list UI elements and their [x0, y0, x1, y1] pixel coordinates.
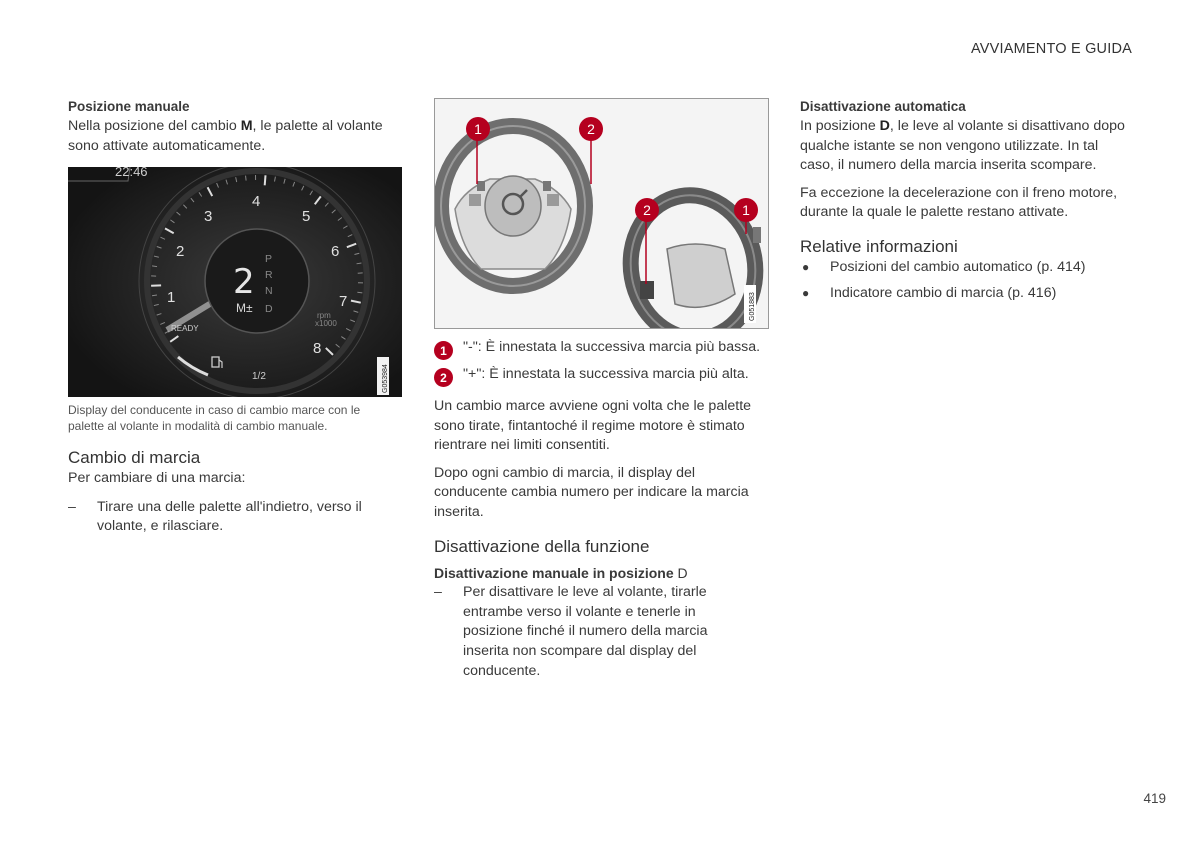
driver-display-figure	[68, 167, 402, 397]
column-1	[68, 97, 403, 156]
tick-label-5: 5	[302, 208, 311, 225]
tick-label-7: 7	[339, 293, 348, 310]
marker-1: 1	[434, 341, 453, 360]
related-link-2[interactable]: Indicatore cambio di marcia (p. 416)	[830, 284, 1057, 301]
related-item[interactable]	[800, 258, 1125, 278]
svg-text:2: 2	[587, 121, 595, 137]
svg-text:2: 2	[643, 202, 651, 218]
display-paragraph: Dopo ogni cambio di marcia, il display del conducente cambia numero per indicare la marcia inserita.	[434, 464, 749, 520]
fuel-half: 1/2	[252, 371, 266, 382]
deactivation-step: Per disattivare le leve al volante, tirarle entrambe verso il volante e tenerle in posizione finché il numero della marcia inserita non scompare dal display del conducente.	[463, 584, 708, 679]
bullet-marker: ●	[802, 285, 810, 300]
prnd-p: P	[265, 253, 273, 265]
shift-step: Tirare una delle palette all'indietro, verso il volante, e rilasciare.	[97, 498, 362, 535]
manual-text: Nella posizione del cambio M, le palette al volante sono attivate automaticamente.	[68, 118, 383, 154]
driver-display-gauge	[68, 167, 402, 397]
svg-text:1: 1	[474, 121, 482, 137]
callout-1-side	[734, 198, 758, 222]
clock-text: 22:46	[115, 167, 148, 179]
steering-wheel-figure	[434, 98, 769, 329]
steering-wheel-illustration	[435, 99, 768, 328]
tick-label-1: 1	[167, 289, 176, 306]
column-2	[434, 338, 769, 681]
related-heading: Relative informazioni	[800, 236, 958, 256]
dash-marker: –	[434, 584, 442, 601]
related-link-1[interactable]: Posizioni del cambio automatico (p. 414)	[830, 258, 1086, 275]
gear-number: 2	[233, 262, 255, 302]
callout-1-front	[466, 117, 490, 141]
shift-intro: Per cambiare di una marcia:	[68, 470, 246, 486]
wheel-image-code: G051883	[749, 292, 756, 321]
callout-2-front	[579, 117, 603, 141]
manual-heading: Posizione manuale	[68, 99, 190, 114]
rpm-multiplier: x1000	[315, 319, 337, 328]
marker-2: 2	[434, 368, 453, 387]
legend-text-minus: "-": È innestata la successiva marcia più bassa.	[463, 339, 761, 355]
bullet-marker: ●	[802, 259, 810, 274]
section-header: AVVIAMENTO E GUIDA	[971, 41, 1132, 57]
legend-item-plus	[434, 365, 769, 387]
deactivation-step-item	[434, 583, 769, 681]
gauge-tick	[265, 175, 266, 185]
legend-item-minus	[434, 338, 769, 360]
gauge-tick	[246, 176, 247, 181]
prnd-r: R	[265, 269, 273, 281]
tick-label-4: 4	[252, 193, 261, 210]
rpm-unit: rpm	[317, 311, 331, 320]
gear-mode: M±	[236, 301, 253, 315]
tick-label-6: 6	[331, 243, 340, 260]
ready-label: READY	[171, 324, 199, 333]
engine-brake-paragraph: Fa eccezione la decelerazione con il freno motore, durante la quale le palette restano attivate.	[800, 184, 1118, 221]
page-number: 419	[1143, 791, 1166, 806]
legend-text-plus: "+": È innestata la successiva marcia più alta.	[463, 366, 749, 382]
shift-step-item	[68, 498, 398, 537]
prnd-n: N	[265, 285, 273, 297]
gauge-tick	[152, 266, 157, 267]
manual-deactivation-subheading: Disattivazione manuale in posizione D	[434, 564, 688, 581]
gauge-tick	[152, 295, 157, 296]
svg-text:1: 1	[742, 202, 750, 218]
tick-label-3: 3	[204, 208, 213, 225]
prnd-d: D	[265, 303, 273, 315]
column-3	[800, 97, 1125, 303]
dash-marker: –	[68, 498, 76, 515]
figure-caption: Display del conducente in caso di cambio marce con le palette al volante in modalità di cambio manuale.	[68, 403, 361, 433]
shift-paragraph: Un cambio marce avviene ogni volta che le palette sono tirate, fintantoché il regime motore è stimato rientrare nei limiti consentiti.	[434, 398, 752, 454]
tick-label-2: 2	[176, 243, 185, 260]
auto-deactivation-heading: Disattivazione automatica	[800, 99, 966, 114]
display-image-code: G053984	[382, 364, 389, 393]
related-item[interactable]	[800, 284, 1125, 304]
tick-label-8: 8	[313, 340, 322, 357]
shift-heading: Cambio di marcia	[68, 448, 201, 467]
deactivation-heading: Disattivazione della funzione	[434, 536, 650, 556]
gauge-tick	[357, 292, 362, 293]
column-1-lower	[68, 402, 398, 537]
callout-2-side	[635, 198, 659, 222]
auto-deactivation-text: In posizione D, le leve al volante si disattivano dopo qualche istante se non vengono utilizzate. In tal caso, il numero della marcia inserita scompare.	[800, 118, 1125, 174]
